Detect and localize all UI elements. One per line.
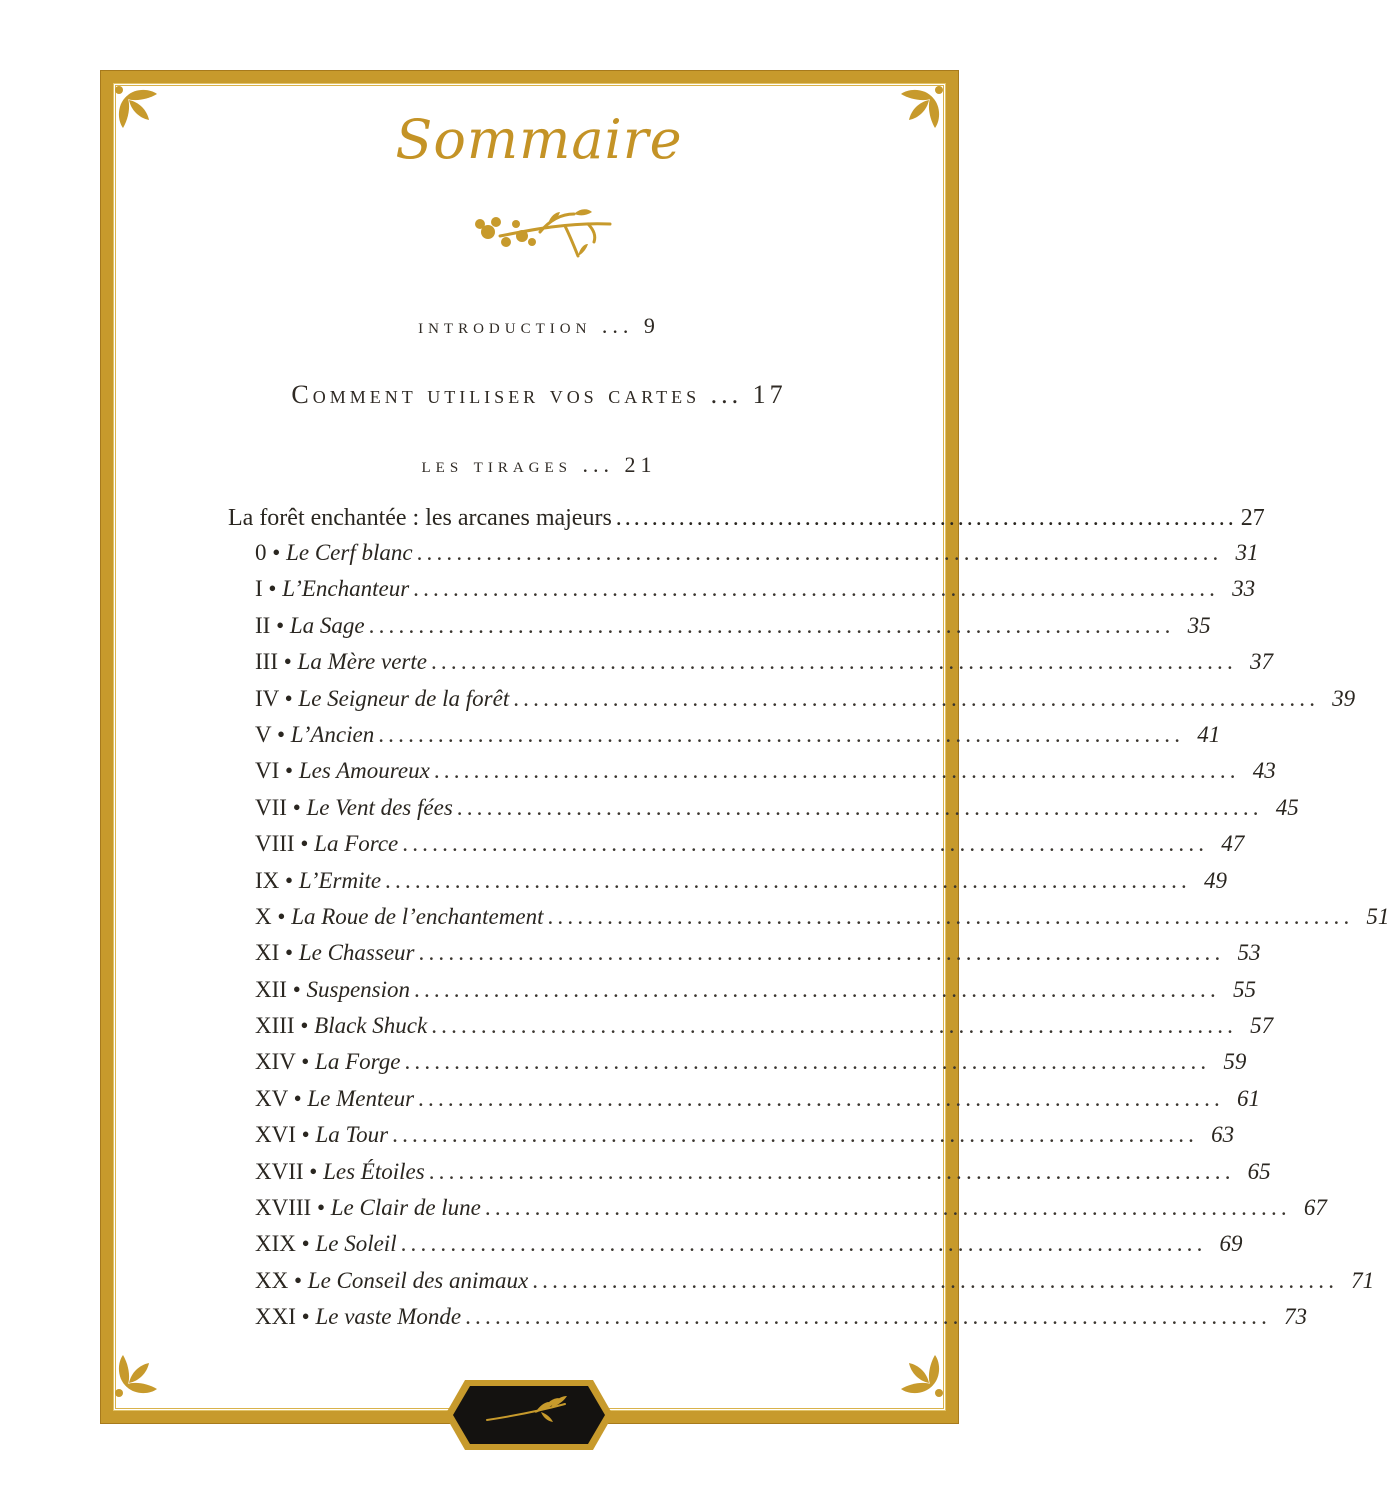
entry-page: 55 <box>1232 976 1256 1002</box>
entry-page: 37 <box>1249 649 1273 675</box>
toc-main-label: La forêt enchantée : les arcanes majeurs <box>228 505 612 531</box>
entry-number: XVII <box>255 1158 304 1184</box>
list-item[interactable]: XV • Le Menteur ................................................................................. 61 <box>255 1085 1260 1111</box>
entry-name: Le Soleil <box>315 1231 397 1257</box>
entry-name: La Force <box>314 831 399 857</box>
entry-number: XIX <box>255 1231 296 1257</box>
dot-leader: ................................................................................. <box>378 721 1185 747</box>
dot-leader: ................................................................................. <box>414 976 1220 1002</box>
dot-leader: ................................................................................. <box>428 1158 1235 1184</box>
dot-leader: ................................................................................. <box>532 1267 1339 1293</box>
page-title: Sommaire <box>395 108 683 171</box>
entry-name: Le Menteur <box>307 1085 415 1111</box>
entry-name: L’Enchanteur <box>282 576 410 602</box>
leaf-corner-icon <box>893 1347 945 1399</box>
entry-name: Le Conseil des animaux <box>307 1267 529 1293</box>
entry-page: 67 <box>1303 1195 1327 1221</box>
entry-page: 61 <box>1237 1085 1260 1111</box>
dot-leader: ................................................................................. <box>400 1231 1207 1257</box>
section-introduction[interactable]: introduction ... 9 <box>418 313 660 338</box>
entry-name: Le Vent des fées <box>306 794 453 820</box>
entry-number: III <box>255 649 278 675</box>
entry-page: 47 <box>1221 831 1245 857</box>
section-tirages[interactable]: les tirages ... 21 <box>421 452 657 477</box>
entry-number: X <box>255 903 272 929</box>
entry-name: La Forge <box>315 1049 401 1075</box>
list-item[interactable]: XIV • La Forge ................................................................................. 59 <box>255 1049 1247 1075</box>
dot-leader: ................................................................................. <box>368 612 1175 638</box>
dot-leader: ................................................................................. <box>431 1013 1238 1039</box>
dot-leader: ................................................................................. <box>513 685 1320 711</box>
entry-name: Black Shuck <box>314 1013 428 1039</box>
list-item[interactable]: XIII • Black Shuck ................................................................................. 57 <box>255 1013 1274 1039</box>
dot-leader: ..................................................................... <box>615 505 1237 531</box>
list-item[interactable]: XI • Le Chasseur ................................................................................. 53 <box>255 940 1261 966</box>
entry-page: 33 <box>1232 576 1256 602</box>
entry-page: 45 <box>1275 794 1299 820</box>
list-item[interactable]: III • La Mère verte ................................................................................. 37 <box>255 649 1273 675</box>
list-item[interactable]: VIII • La Force ................................................................................. 47 <box>255 831 1245 857</box>
dot-leader: ................................................................................. <box>402 831 1209 857</box>
entry-name: Le Cerf blanc <box>286 540 413 565</box>
entry-number: VII <box>255 794 287 820</box>
dot-leader: ................................................................................. <box>418 1085 1224 1111</box>
entry-number: II <box>255 612 271 638</box>
entry-page: 71 <box>1351 1267 1375 1293</box>
list-item[interactable]: IV • Le Seigneur de la forêt ................................................................................. 39 <box>255 685 1356 711</box>
toc-main-page: 27 <box>1240 505 1265 531</box>
entry-name: L’Ermite <box>298 867 382 893</box>
entry-number: XVIII <box>255 1195 312 1221</box>
dot-leader: ................................................................................. <box>418 940 1225 966</box>
dot-leader: ................................................................................. <box>433 758 1240 784</box>
entry-name: Les Amoureux <box>298 758 430 784</box>
section-comment-utiliser[interactable]: Comment utiliser vos cartes ... 17 <box>291 380 787 409</box>
entry-name: Le Clair de lune <box>330 1195 481 1221</box>
entry-number: XII <box>255 976 287 1002</box>
entry-number: IV <box>255 685 279 711</box>
dot-leader: ................................................................................. <box>430 649 1237 675</box>
entry-page: 43 <box>1252 758 1276 784</box>
dot-leader: ................................................................................. <box>416 540 1223 565</box>
entry-number: XIII <box>255 1013 295 1039</box>
list-item[interactable]: VII • Le Vent des fées ................................................................................. 45 <box>255 794 1299 820</box>
entry-name: Le Seigneur de la forêt <box>298 685 510 711</box>
list-item[interactable]: IX • L’Ermite ................................................................................. 49 <box>255 867 1227 893</box>
entry-number: XIV <box>255 1049 296 1075</box>
entry-number: V <box>255 721 272 747</box>
entry-name: Le vaste Monde <box>315 1304 462 1330</box>
entry-name: Les Étoiles <box>323 1158 425 1184</box>
toc-list <box>255 540 1389 1341</box>
leaf-corner-icon <box>113 1347 165 1399</box>
dot-leader: ................................................................................. <box>465 1304 1272 1330</box>
entry-number: XX <box>255 1267 289 1293</box>
entry-number: XXI <box>255 1304 296 1330</box>
entry-number: XV <box>255 1085 288 1111</box>
list-item[interactable]: XII • Suspension ................................................................................. 55 <box>255 976 1256 1002</box>
dot-leader: ................................................................................. <box>404 1049 1211 1075</box>
entry-number: I <box>255 576 263 602</box>
dot-leader: ................................................................................. <box>385 867 1191 893</box>
dot-leader: ................................................................................. <box>456 794 1263 820</box>
entry-page: 65 <box>1247 1158 1271 1184</box>
entry-page: 57 <box>1250 1013 1274 1039</box>
entry-number: XI <box>255 940 280 966</box>
flower-branch-icon <box>470 202 615 264</box>
dot-leader: ................................................................................. <box>547 903 1354 929</box>
list-item[interactable]: V • L’Ancien ................................................................................. 41 <box>255 721 1221 747</box>
entry-name: La Roue de l’enchantement <box>291 903 544 929</box>
list-item[interactable]: 0 • Le Cerf blanc ................................................................................. 31 <box>255 540 1259 565</box>
entry-page: 73 <box>1284 1304 1308 1330</box>
entry-page: 41 <box>1197 721 1221 747</box>
entry-page: 69 <box>1219 1231 1243 1257</box>
entry-name: La Mère verte <box>297 649 427 675</box>
entry-name: Le Chasseur <box>298 940 415 966</box>
dot-leader: ................................................................................. <box>392 1122 1199 1148</box>
entry-page: 51 <box>1366 903 1389 929</box>
dot-leader: ................................................................................. <box>413 576 1220 602</box>
list-item[interactable]: XXI • Le vaste Monde ................................................................................. 73 <box>255 1304 1308 1330</box>
entry-number: VI <box>255 758 280 784</box>
entry-name: La Tour <box>315 1122 389 1148</box>
entry-number: XVI <box>255 1122 296 1148</box>
dot-leader: ................................................................................. <box>484 1195 1291 1221</box>
sprig-badge-icon <box>443 1376 615 1454</box>
entry-page: 59 <box>1223 1049 1247 1075</box>
list-item[interactable]: XVI • La Tour ................................................................................. 63 <box>255 1122 1235 1148</box>
list-item[interactable]: VI • Les Amoureux ................................................................................. 43 <box>255 758 1276 784</box>
list-item[interactable]: XVIII • Le Clair de lune ................................................................................. 67 <box>255 1195 1327 1221</box>
list-item[interactable]: II • La Sage ................................................................................. 35 <box>255 612 1211 638</box>
entry-name: La Sage <box>289 612 365 638</box>
list-item[interactable]: XX • Le Conseil des animaux ................................................................................. 71 <box>255 1267 1375 1293</box>
toc-main-entry[interactable] <box>228 505 1265 532</box>
entry-number: 0 <box>255 540 267 565</box>
entry-page: 63 <box>1211 1122 1235 1148</box>
entry-name: Suspension <box>306 976 410 1002</box>
list-item[interactable]: X • La Roue de l’enchantement ................................................................................. 51 <box>255 903 1389 929</box>
entry-page: 49 <box>1204 867 1227 893</box>
entry-number: IX <box>255 867 280 893</box>
entry-page: 53 <box>1237 940 1261 966</box>
entry-number: VIII <box>255 831 295 857</box>
entry-page: 31 <box>1235 540 1259 565</box>
list-item[interactable]: I • L’Enchanteur ................................................................................. 33 <box>255 576 1256 602</box>
list-item[interactable]: XIX • Le Soleil ................................................................................. 69 <box>255 1231 1243 1257</box>
list-item[interactable]: XVII • Les Étoiles ................................................................................. 65 <box>255 1158 1271 1184</box>
entry-page: 35 <box>1187 612 1211 638</box>
entry-name: L’Ancien <box>290 721 375 747</box>
entry-page: 39 <box>1332 685 1356 711</box>
